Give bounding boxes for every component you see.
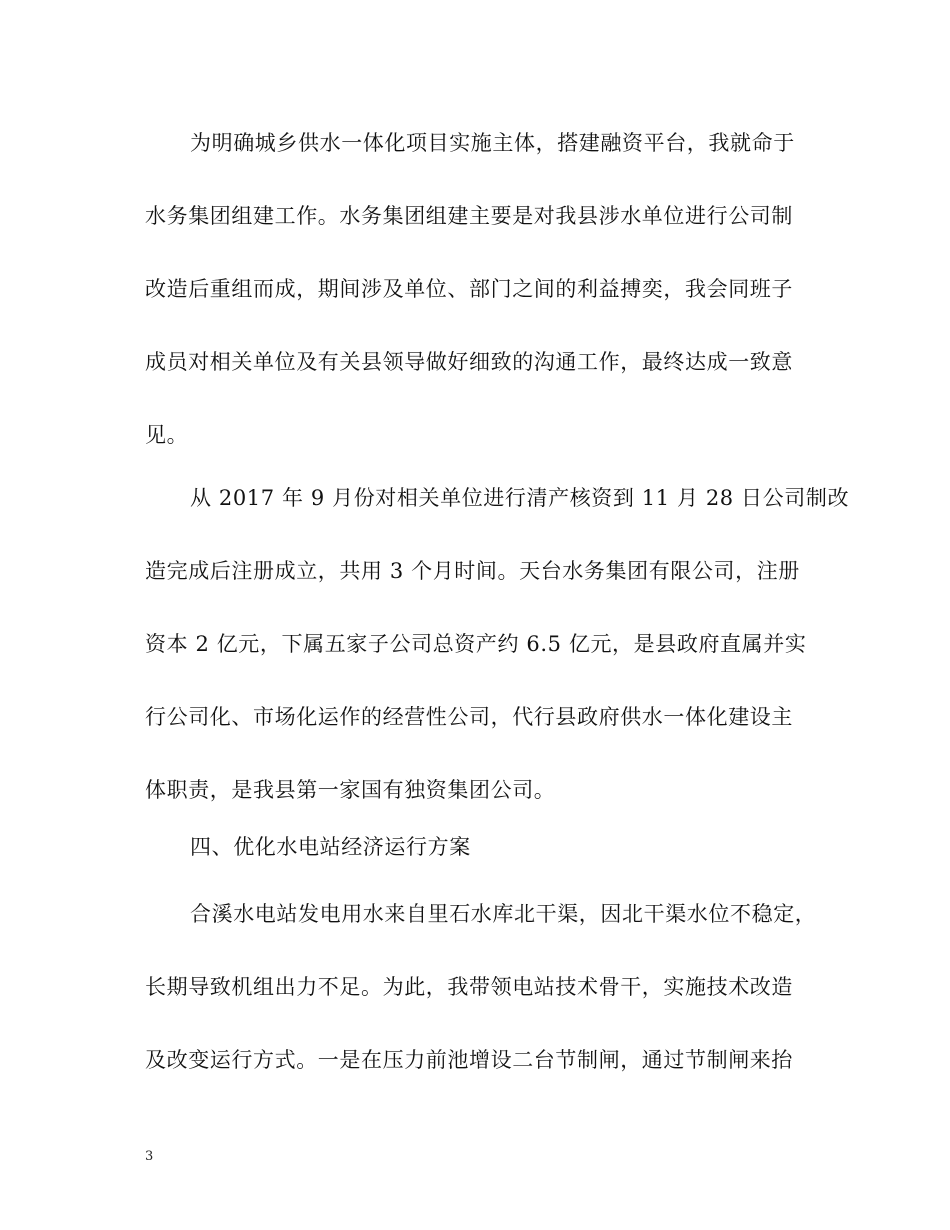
- paragraph-line: 从 2017 年 9 月份对相关单位进行清产核资到 11 月 28 日公司制改: [190, 486, 850, 510]
- paragraph-line: 体职责，是我县第一家国有独资集团公司。: [145, 778, 556, 802]
- section-heading: 四、优化水电站经济运行方案: [190, 835, 471, 859]
- paragraph-line: 及改变运行方式。一是在压力前池增设二台节制闸，通过节制闸来抬: [145, 1048, 793, 1072]
- paragraph-line: 为明确城乡供水一体化项目实施主体，搭建融资平台，我就命于: [190, 131, 795, 155]
- paragraph-line: 水务集团组建工作。水务集团组建主要是对我县涉水单位进行公司制: [145, 204, 793, 228]
- paragraph-line: 合溪水电站发电用水来自里石水库北干渠，因北干渠水位不稳定，: [190, 902, 817, 926]
- paragraph-line: 行公司化、市场化运作的经营性公司，代行县政府供水一体化建设主: [145, 705, 793, 729]
- paragraph-line: 见。: [145, 423, 189, 447]
- paragraph-line: 造完成后注册成立，共用 3 个月时间。天台水务集团有限公司，注册: [145, 559, 800, 583]
- paragraph-line: 资本 2 亿元，下属五家子公司总资产约 6.5 亿元，是县政府直属并实: [145, 632, 807, 656]
- page-number: 3: [145, 1149, 154, 1164]
- paragraph-line: 成员对相关单位及有关县领导做好细致的沟通工作，最终达成一致意: [145, 350, 793, 374]
- paragraph-line: 长期导致机组出力不足。为此，我带领电站技术骨干，实施技术改造: [145, 975, 793, 999]
- paragraph-line: 改造后重组而成，期间涉及单位、部门之间的利益搏奕，我会同班子: [145, 277, 793, 301]
